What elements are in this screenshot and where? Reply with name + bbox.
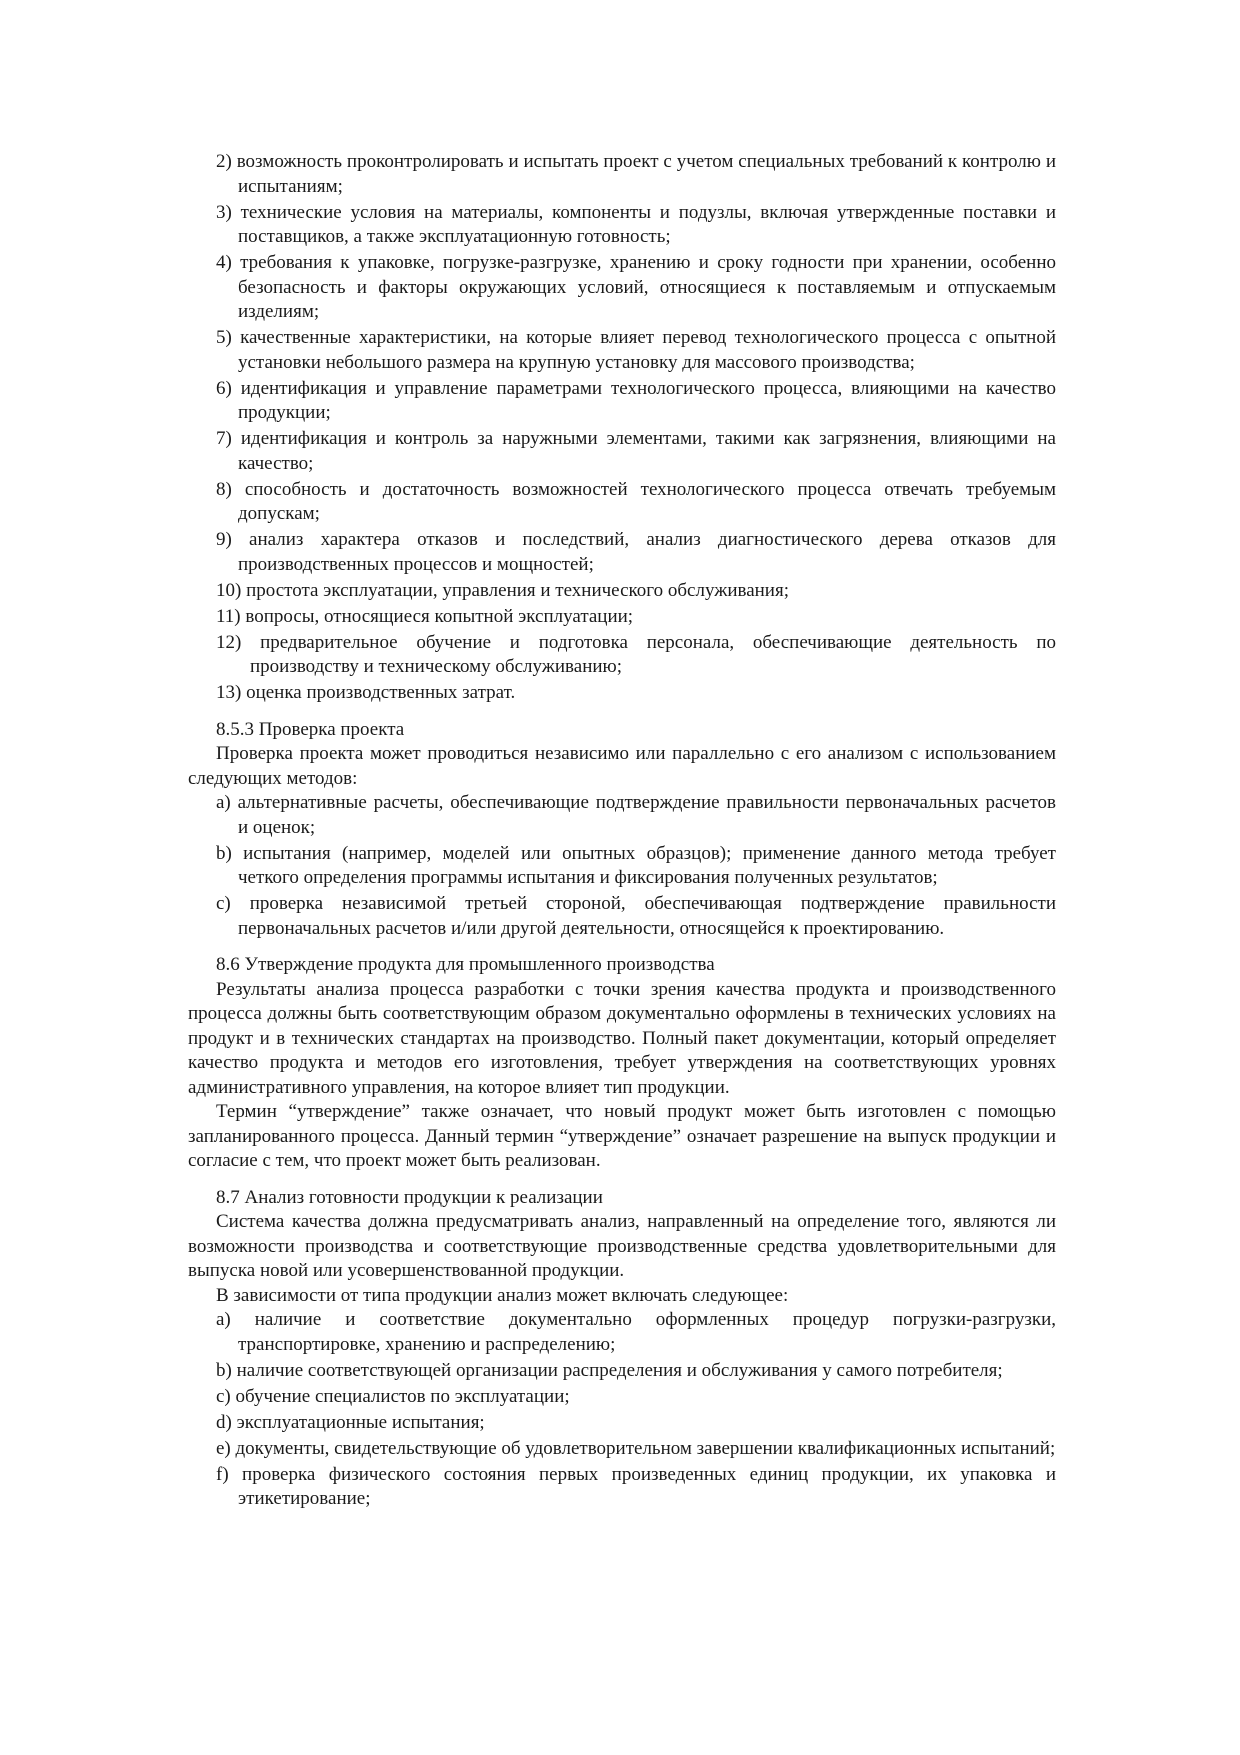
paragraph: В зависимости от типа продукции анализ может включать следующее: xyxy=(216,1284,789,1306)
list-item: 10) простота эксплуатации, управления и технического обслуживания; xyxy=(216,579,789,601)
list-item: b) испытания (например, моделей или опытных образцов); применение данного метода требует четкого определения программы испытания и фиксирования полученных результатов; xyxy=(216,842,1056,888)
section-heading: 8.5.3 Проверка проекта xyxy=(216,718,405,740)
list-item: e) документы, свидетельствующие об удовлетворительном завершении квалификационных испытаний; xyxy=(216,1437,1056,1459)
paragraph: Результаты анализа процесса разработки с точки зрения качества продукта и производственного процесса должны быть соответствующим образом документально оформлены в технических условиях на продукт и в технических стандартах на производство. Полный пакет документации, который определяет качество продукта и методов его изготовления, требует утверждения на соответствующих уровнях административного управления, на которое влияет тип продукции. xyxy=(188,978,1056,1098)
section-8-6 xyxy=(188,953,1056,1174)
list-item: 4) требования к упаковке, погрузке-разгрузке, хранению и сроку годности при хранении, особенно безопасность и факторы окружающих условий, относящиеся к поставляемым и отпускаемым изделиям; xyxy=(216,252,1056,322)
requirements-list xyxy=(188,150,1056,706)
list-item: a) альтернативные расчеты, обеспечивающие подтверждение правильности первоначальных расчетов и оценок; xyxy=(216,792,1056,838)
section-8-7 xyxy=(188,1186,1056,1512)
list-item: 2) возможность проконтролировать и испытать проект с учетом специальных требований к контролю и испытаниям; xyxy=(216,151,1056,197)
list-item: 12) предварительное обучение и подготовка персонала, обеспечивающие деятельность по производству и техническому обслуживанию; xyxy=(216,631,1056,677)
section-heading: 8.6 Утверждение продукта для промышленного производства xyxy=(216,954,715,975)
paragraph: Система качества должна предусматривать анализ, направленный на определение того, являются ли возможности производства и соответствующие производственные средства удовлетворительными для выпуска новой или усовершенствованной продукции. xyxy=(188,1211,1056,1281)
list-item: d) эксплуатационные испытания; xyxy=(216,1411,485,1433)
section-8-5-3 xyxy=(188,718,1056,942)
paragraph: Проверка проекта может проводиться независимо или параллельно с его анализом с использованием следующих методов: xyxy=(188,743,1056,789)
document-page xyxy=(188,150,1056,1513)
list-item: 13) оценка производственных затрат. xyxy=(216,682,516,703)
section-heading: 8.7 Анализ готовности продукции к реализации xyxy=(216,1186,603,1208)
list-item: 8) способность и достаточность возможностей технологического процесса отвечать требуемым допускам; xyxy=(216,478,1056,524)
list-item: b) наличие соответствующей организации распределения и обслуживания у самого потребителя; xyxy=(216,1359,1003,1381)
list-item: 6) идентификация и управление параметрами технологического процесса, влияющими на качество продукции; xyxy=(216,377,1056,423)
list-item: 7) идентификация и контроль за наружными элементами, такими как загрязнения, влияющими на качество; xyxy=(216,428,1056,474)
list-item: 11) вопросы, относящиеся копытной эксплуатации; xyxy=(216,605,634,627)
list-item: c) обучение специалистов по эксплуатации; xyxy=(216,1385,570,1407)
list-item: 5) качественные характеристики, на которые влияет перевод технологического процесса с опытной установки небольшого размера на крупную установку для массового производства; xyxy=(216,327,1056,373)
list-item: 9) анализ характера отказов и последствий, анализ диагностического дерева отказов для производственных процессов и мощностей; xyxy=(216,529,1056,575)
list-item: f) проверка физического состояния первых произведенных единиц продукции, их упаковка и этикетирование; xyxy=(216,1463,1056,1509)
list-item: a) наличие и соответствие документально оформленных процедур погрузки-разгрузки, транспортировке, хранению и распределению; xyxy=(216,1309,1056,1355)
paragraph: Термин “утверждение” также означает, что новый продукт может быть изготовлен с помощью запланированного процесса. Данный термин “утверждение” означает разрешение на выпуск продукции и согласие с тем, что проект может быть реализован. xyxy=(188,1101,1056,1171)
list-item: 3) технические условия на материалы, компоненты и подузлы, включая утвержденные поставки и поставщиков, а также эксплуатационную готовность; xyxy=(216,201,1056,247)
list-item: c) проверка независимой третьей стороной, обеспечивающая подтверждение правильности первоначальных расчетов и/или другой деятельности, относящейся к проектированию. xyxy=(216,893,1056,939)
